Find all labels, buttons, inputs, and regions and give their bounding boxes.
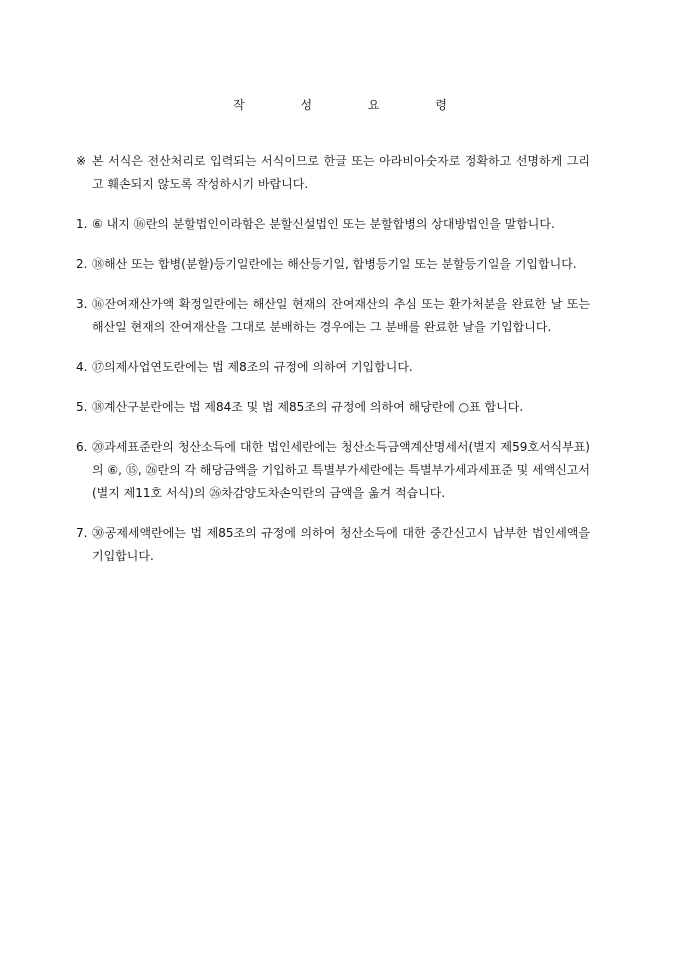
item-number: 2.: [76, 257, 88, 271]
item-text: ⑳과세표준란의 청산소득에 대한 법인세란에는 청산소득금액계산명세서(별지 제59호서식부표)의 ⑥, ⑮, ㉖란의 각 해당금액을 기입하고 특별부가세란에는 특별부가세과세표준 및 세액신고서(별지 제11호 서식)의 ㉖차감양도차손익란의 금액을 옮겨 적습니다.: [92, 440, 590, 500]
note-marker: ※: [76, 154, 87, 168]
item-text: ㉚공제세액란에는 법 제85조의 규정에 의하여 청산소득에 대한 중간신고시 납부한 법인세액을 기입합니다.: [92, 526, 590, 563]
item-text: ⑱해산 또는 합병(분할)등기일란에는 해산등기일, 합병등기일 또는 분할등기일을 기입합니다.: [92, 257, 577, 271]
list-item: [76, 213, 590, 236]
list-item: [76, 396, 590, 419]
item-number: 1.: [76, 217, 88, 231]
item-number: 3.: [76, 297, 88, 311]
page-title: 작 성 요 령: [233, 98, 473, 112]
item-number: 7.: [76, 526, 88, 540]
list-item: [76, 436, 590, 505]
list-item: [76, 522, 590, 568]
item-text: ⑥ 내지 ⑯란의 분할법인이라함은 분할신설법인 또는 분할합병의 상대방법인을 말합니다.: [92, 217, 555, 231]
item-number: 5.: [76, 400, 88, 414]
item-number: 4.: [76, 360, 88, 374]
item-text: ⑯잔여재산가액 확정일란에는 해산일 현재의 잔여재산의 추심 또는 환가처분을 완료한 날 또는 해산일 현재의 잔여재산을 그대로 분배하는 경우에는 그 분배를 완료한 날을 기입합니다.: [92, 297, 590, 334]
note-text: 본 서식은 전산처리로 입력되는 서식이므로 한글 또는 아라비아숫자로 정확하고 선명하게 그리고 훼손되지 않도록 작성하시기 바랍니다.: [92, 154, 590, 191]
list-item: [76, 293, 590, 339]
instruction-list: [76, 150, 590, 585]
item-number: 6.: [76, 440, 88, 454]
item-text: ⑱계산구분란에는 법 제84조 및 법 제85조의 규정에 의하여 해당란에 ○표 합니다.: [92, 400, 524, 414]
list-item: [76, 356, 590, 379]
note-item: [76, 150, 590, 196]
item-text: ⑰의제사업연도란에는 법 제8조의 규정에 의하여 기입합니다.: [92, 360, 413, 374]
list-item: [76, 253, 590, 276]
